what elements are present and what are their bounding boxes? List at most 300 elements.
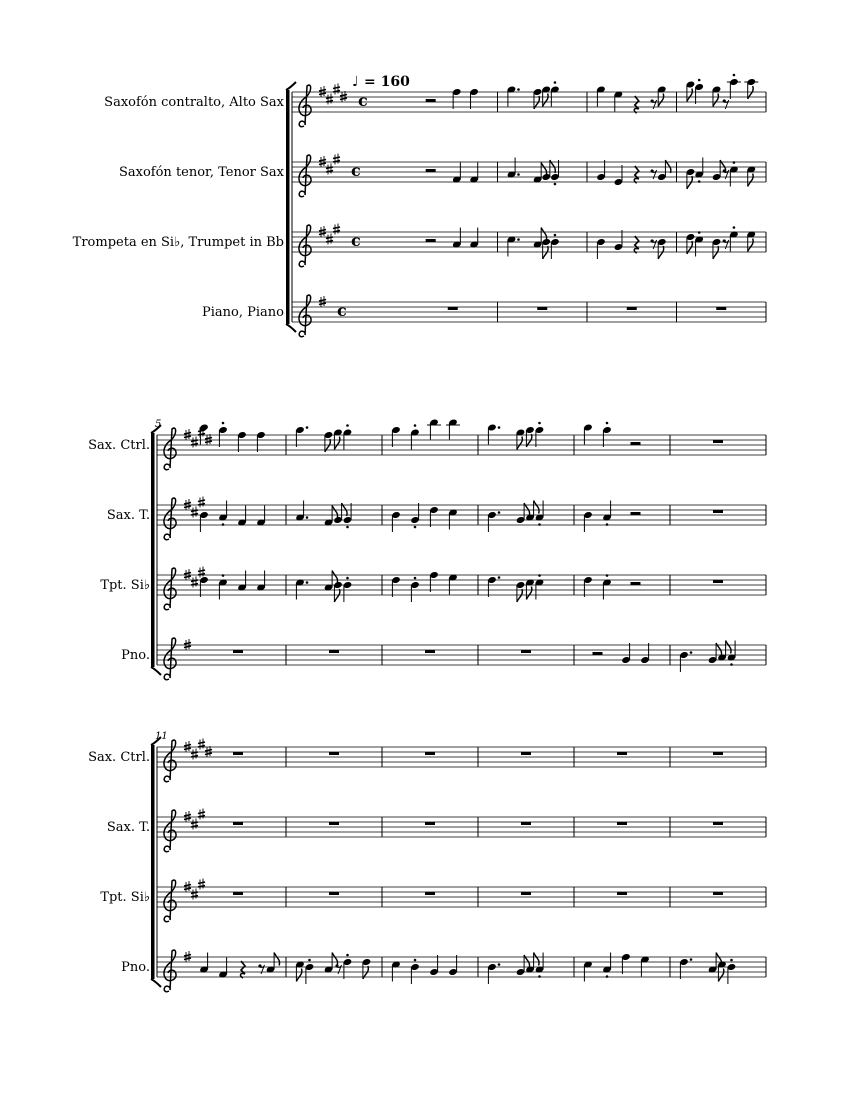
eighth-rest xyxy=(723,99,729,109)
note xyxy=(469,228,479,249)
note xyxy=(410,577,420,602)
bracket-end-top xyxy=(286,82,296,90)
note xyxy=(507,158,520,179)
staccato-dot xyxy=(554,81,557,84)
key-signature-sharp xyxy=(191,889,198,900)
staccato-dot xyxy=(414,424,417,427)
whole-rest xyxy=(537,307,547,310)
half-rest xyxy=(631,512,641,515)
tempo-value: = 160 xyxy=(364,74,410,90)
measure-number: 5 xyxy=(155,419,162,430)
whole-rest xyxy=(233,752,243,755)
note xyxy=(410,959,420,984)
key-signature-sharp xyxy=(326,94,333,105)
eighth-flag xyxy=(541,228,546,241)
key-signature-sharp xyxy=(184,569,191,580)
note xyxy=(535,422,545,447)
note xyxy=(614,90,624,111)
whole-rest xyxy=(713,580,723,583)
note xyxy=(469,163,479,184)
note xyxy=(533,163,547,184)
note xyxy=(596,160,606,181)
note xyxy=(218,422,228,447)
staff xyxy=(119,154,766,197)
note xyxy=(533,228,547,249)
system-bracket xyxy=(286,90,290,324)
note xyxy=(686,168,696,189)
treble-clef xyxy=(164,498,176,540)
note xyxy=(362,958,372,979)
key-signature-sharp xyxy=(205,746,212,757)
staccato-dot xyxy=(538,975,541,978)
eighth-flag xyxy=(534,953,539,966)
whole-rest xyxy=(425,892,435,895)
note xyxy=(487,576,500,597)
treble-clef-shape xyxy=(164,950,176,992)
staccato-dot xyxy=(222,422,225,425)
note xyxy=(295,426,308,447)
instrument-label: Tpt. Si♭ xyxy=(100,890,150,905)
treble-clef-shape xyxy=(164,568,176,610)
staccato-dot xyxy=(346,526,349,529)
note xyxy=(218,574,228,599)
augmentation-dot xyxy=(517,173,520,176)
treble-clef-shape xyxy=(299,225,311,267)
tempo-beat-glyph: ♩ xyxy=(352,74,359,90)
note xyxy=(256,506,266,527)
treble-clef-shape xyxy=(164,810,176,852)
whole-rest xyxy=(716,307,726,310)
eighth-flag xyxy=(748,239,753,252)
note xyxy=(621,643,631,664)
note xyxy=(333,428,343,449)
eighth-flag xyxy=(332,953,337,966)
augmentation-dot xyxy=(306,581,309,584)
whole-rest xyxy=(521,650,531,653)
note xyxy=(744,78,758,99)
staff xyxy=(88,418,766,469)
note xyxy=(694,231,704,256)
note xyxy=(686,80,696,101)
eighth-flag xyxy=(713,94,718,107)
note xyxy=(333,581,343,602)
note xyxy=(516,503,530,524)
note xyxy=(657,160,671,181)
staccato-dot xyxy=(606,523,609,526)
eighth-flag xyxy=(534,501,539,514)
staccato-dot xyxy=(346,424,349,427)
whole-rest xyxy=(448,307,458,310)
staccato-dot xyxy=(538,574,541,577)
staccato-dot xyxy=(414,959,417,962)
note xyxy=(452,228,462,249)
key-signature-sharp xyxy=(319,86,326,97)
note xyxy=(295,501,308,522)
key-signature-sharp xyxy=(333,224,340,235)
note xyxy=(679,958,692,979)
staccato-dot xyxy=(346,577,349,580)
key-signature-sharp xyxy=(333,84,340,95)
staccato-dot xyxy=(730,959,733,962)
instrument-label: Piano, Piano xyxy=(202,305,284,320)
augmentation-dot xyxy=(498,576,501,579)
staff xyxy=(73,224,766,267)
whole-rest xyxy=(425,822,435,825)
key-signature-sharp xyxy=(184,741,191,752)
time-signature-common: c xyxy=(358,91,368,110)
treble-clef-shape xyxy=(299,295,311,337)
staccato-dot xyxy=(698,79,701,82)
note xyxy=(535,574,545,599)
note xyxy=(525,426,535,447)
bracket-end-bottom xyxy=(151,667,161,675)
note xyxy=(583,511,593,532)
treble-clef-shape xyxy=(164,638,176,680)
note xyxy=(446,418,460,439)
augmentation-dot xyxy=(306,426,309,429)
time-signature-common: c xyxy=(351,161,361,180)
key-signature-sharp xyxy=(191,819,198,830)
treble-clef-shape xyxy=(164,880,176,922)
key-signature-sharp xyxy=(184,811,191,822)
key-signature-sharp xyxy=(333,154,340,165)
key-signature-sharp xyxy=(184,881,191,892)
staccato-dot xyxy=(733,74,736,77)
note xyxy=(614,230,624,251)
staff xyxy=(107,497,766,540)
note xyxy=(747,230,757,251)
note xyxy=(657,85,667,106)
staff-system xyxy=(73,74,766,337)
note xyxy=(602,574,612,599)
treble-clef xyxy=(299,225,311,267)
note xyxy=(324,953,338,974)
instrument-label: Saxofón contralto, Alto Sax xyxy=(104,95,284,110)
note xyxy=(686,233,696,254)
note xyxy=(550,81,560,106)
note xyxy=(712,85,722,106)
bracket-end-bottom xyxy=(286,324,296,332)
note xyxy=(602,422,612,447)
note xyxy=(694,79,704,104)
treble-clef xyxy=(299,85,311,127)
time-signature-common: c xyxy=(337,301,347,320)
instrument-label: Trompeta en Si♭, Trumpet in Bb xyxy=(72,235,284,250)
key-signature-sharp xyxy=(191,437,198,448)
whole-rest xyxy=(329,752,339,755)
quarter-rest xyxy=(241,961,245,978)
key-signature-sharp xyxy=(184,429,191,440)
half-rest xyxy=(631,442,641,445)
staccato-dot xyxy=(414,526,417,529)
note xyxy=(583,576,593,597)
key-signature-sharp xyxy=(191,507,198,518)
key-signature-sharp xyxy=(191,749,198,760)
staccato-dot xyxy=(733,161,736,164)
note xyxy=(427,418,441,439)
note xyxy=(541,85,551,106)
whole-rest xyxy=(617,752,627,755)
staff xyxy=(104,74,766,127)
note xyxy=(448,508,458,529)
whole-rest xyxy=(617,822,627,825)
eighth-flag xyxy=(687,176,692,189)
whole-rest xyxy=(329,822,339,825)
note xyxy=(729,161,739,186)
staff xyxy=(121,638,766,680)
note xyxy=(640,643,650,664)
note xyxy=(487,963,500,984)
note xyxy=(448,955,458,976)
eighth-flag xyxy=(517,437,522,450)
augmentation-dot xyxy=(498,511,501,514)
key-signature-sharp xyxy=(205,434,212,445)
note xyxy=(266,953,280,974)
note xyxy=(391,426,401,447)
note xyxy=(256,431,266,452)
staccato-dot xyxy=(554,234,557,237)
staccato-dot xyxy=(698,231,701,234)
eighth-flag xyxy=(334,589,339,602)
staccato-dot xyxy=(606,422,609,425)
instrument-label: Sax. T. xyxy=(106,508,150,523)
half-rest xyxy=(593,652,603,655)
eighth-rest xyxy=(651,239,657,249)
note xyxy=(727,959,737,984)
key-signature-sharp xyxy=(319,156,326,167)
note xyxy=(237,506,247,527)
note xyxy=(747,165,757,186)
whole-rest xyxy=(521,822,531,825)
note xyxy=(295,578,308,599)
bracket-end-bottom xyxy=(151,979,161,987)
eighth-rest xyxy=(723,169,729,179)
key-signature-sharp xyxy=(198,879,205,890)
eighth-rest xyxy=(723,239,729,249)
note xyxy=(729,226,739,251)
staccato-dot xyxy=(730,663,733,666)
note xyxy=(410,424,420,449)
key-signature-sharp xyxy=(319,296,326,307)
eighth-rest xyxy=(651,99,657,109)
augmentation-dot xyxy=(690,958,693,961)
note xyxy=(237,431,247,452)
note xyxy=(694,158,704,183)
note xyxy=(199,511,209,532)
key-signature-sharp xyxy=(184,639,191,650)
note xyxy=(596,85,606,106)
note xyxy=(391,960,401,981)
eighth-flag xyxy=(713,246,718,259)
whole-rest xyxy=(233,892,243,895)
whole-rest xyxy=(425,650,435,653)
note xyxy=(708,643,722,664)
eighth-flag xyxy=(332,506,337,519)
note xyxy=(391,511,401,532)
instrument-label: Saxofón tenor, Tenor Sax xyxy=(118,165,284,180)
staccato-dot xyxy=(346,954,349,957)
note xyxy=(343,954,353,979)
note xyxy=(621,953,631,974)
key-signature-sharp xyxy=(184,951,191,962)
note xyxy=(256,571,266,592)
note xyxy=(295,960,305,981)
augmentation-dot xyxy=(690,651,693,654)
instrument-label: Pno. xyxy=(121,648,150,663)
note xyxy=(218,958,228,979)
staff xyxy=(100,879,766,922)
note xyxy=(550,234,560,259)
note xyxy=(596,238,606,259)
key-signature-sharp xyxy=(198,809,205,820)
treble-clef-shape xyxy=(164,428,176,470)
eighth-flag xyxy=(274,953,279,966)
staccato-dot xyxy=(538,523,541,526)
key-signature-sharp xyxy=(326,234,333,245)
staccato-dot xyxy=(698,180,701,183)
note xyxy=(507,235,520,256)
note xyxy=(469,88,479,109)
system-bracket xyxy=(151,745,155,979)
staff xyxy=(100,567,766,610)
whole-rest xyxy=(713,752,723,755)
note xyxy=(429,506,439,527)
eighth-flag xyxy=(687,89,692,102)
whole-rest xyxy=(521,752,531,755)
treble-clef xyxy=(164,568,176,610)
instrument-label: Sax. Ctrl. xyxy=(88,750,150,765)
staccato-dot xyxy=(554,183,557,186)
note xyxy=(410,503,420,528)
note xyxy=(237,571,247,592)
whole-rest xyxy=(329,892,339,895)
quarter-rest xyxy=(634,236,638,253)
half-rest xyxy=(426,99,436,102)
note xyxy=(583,423,593,444)
eighth-rest xyxy=(335,964,341,974)
note xyxy=(507,85,520,106)
key-signature-sharp xyxy=(340,91,347,102)
treble-clef xyxy=(164,950,176,992)
instrument-label: Sax. Ctrl. xyxy=(88,438,150,453)
note xyxy=(429,955,439,976)
eighth-flag xyxy=(296,969,301,982)
staff xyxy=(88,739,766,782)
treble-clef xyxy=(164,740,176,782)
whole-rest xyxy=(521,892,531,895)
note xyxy=(516,955,530,976)
whole-rest xyxy=(713,892,723,895)
whole-rest xyxy=(425,752,435,755)
eighth-flag xyxy=(748,174,753,187)
note xyxy=(679,651,692,672)
eighth-flag xyxy=(332,571,337,584)
treble-clef xyxy=(164,638,176,680)
whole-rest xyxy=(713,510,723,513)
eighth-flag xyxy=(658,94,663,107)
eighth-rest xyxy=(258,964,264,974)
note xyxy=(487,423,500,444)
key-signature-sharp xyxy=(198,567,205,578)
note xyxy=(525,578,535,599)
augmentation-dot xyxy=(306,516,309,519)
staccato-dot xyxy=(414,577,417,580)
treble-clef-shape xyxy=(164,740,176,782)
time-signature-common: c xyxy=(351,231,361,250)
key-signature-sharp xyxy=(326,164,333,175)
staff-system xyxy=(88,731,766,992)
eighth-flag xyxy=(334,437,339,450)
note xyxy=(218,501,228,526)
note xyxy=(602,953,612,978)
treble-clef-shape xyxy=(164,498,176,540)
staccato-dot xyxy=(222,523,225,526)
note xyxy=(541,238,551,259)
note xyxy=(516,581,526,602)
note xyxy=(448,573,458,594)
note xyxy=(199,576,209,597)
eighth-flag xyxy=(718,969,723,982)
note xyxy=(516,428,526,449)
quarter-rest xyxy=(634,166,638,183)
eighth-flag xyxy=(658,246,663,259)
note xyxy=(727,74,741,99)
tempo-marking xyxy=(352,74,410,90)
note xyxy=(487,511,500,532)
eighth-flag xyxy=(543,246,548,259)
key-signature-sharp xyxy=(198,497,205,508)
note xyxy=(712,238,722,259)
whole-rest xyxy=(627,307,637,310)
staff-system xyxy=(88,418,766,679)
augmentation-dot xyxy=(517,88,520,91)
treble-clef xyxy=(299,155,311,197)
treble-clef xyxy=(164,428,176,470)
staccato-dot xyxy=(222,574,225,577)
note xyxy=(583,960,593,981)
key-signature-sharp xyxy=(184,499,191,510)
whole-rest xyxy=(617,892,627,895)
half-rest xyxy=(426,169,436,172)
augmentation-dot xyxy=(498,963,501,966)
treble-clef-shape xyxy=(299,155,311,197)
note xyxy=(305,959,315,984)
whole-rest xyxy=(233,822,243,825)
eighth-flag xyxy=(726,641,731,654)
note xyxy=(343,424,353,449)
note xyxy=(452,88,462,109)
note xyxy=(717,960,727,981)
note xyxy=(199,953,209,974)
note xyxy=(640,955,650,976)
note xyxy=(324,506,338,527)
half-rest xyxy=(631,582,641,585)
instrument-label: Sax. T. xyxy=(106,820,150,835)
note xyxy=(429,571,439,592)
key-signature-sharp xyxy=(319,226,326,237)
note xyxy=(657,238,667,259)
key-signature-sharp xyxy=(198,739,205,750)
note xyxy=(602,501,612,526)
eighth-flag xyxy=(543,94,548,107)
half-rest xyxy=(426,239,436,242)
note xyxy=(343,577,353,602)
staccato-dot xyxy=(308,959,311,962)
quarter-rest xyxy=(634,96,638,113)
staccato-dot xyxy=(733,226,736,229)
note xyxy=(614,165,624,186)
eighth-flag xyxy=(541,163,546,176)
